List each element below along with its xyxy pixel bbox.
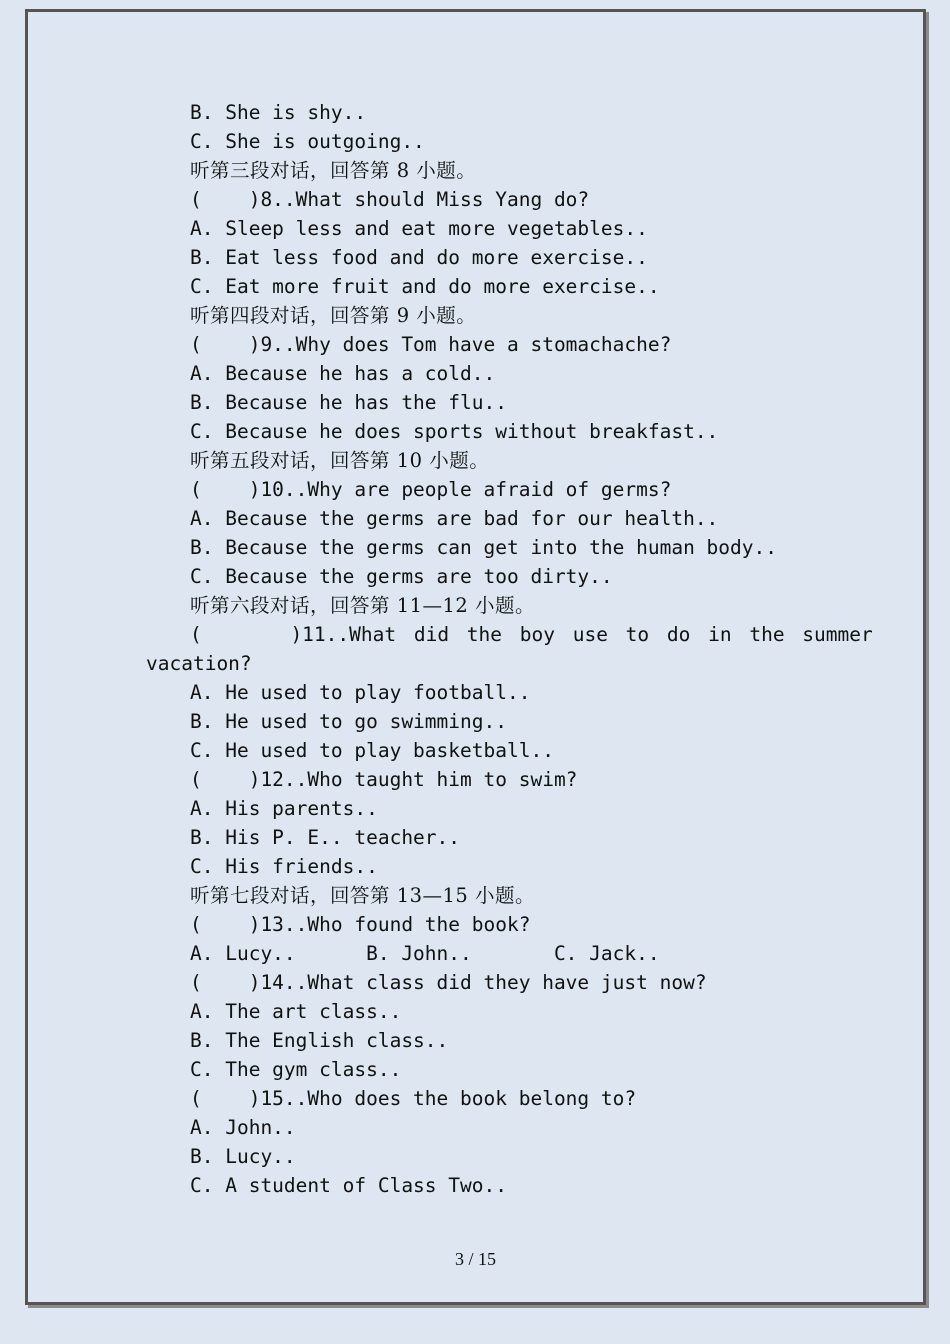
option-line: B. Because he has the flu.. — [190, 391, 507, 414]
option-line: B. He used to go swimming.. — [190, 710, 507, 733]
option-line: B. Eat less food and do more exercise.. — [190, 246, 648, 269]
question-line: ( )15..Who does the book belong to? — [190, 1087, 637, 1110]
option-line: A. John.. — [190, 1116, 296, 1139]
option-line: C. Because the germs are too dirty.. — [190, 565, 613, 588]
option-line: C. The gym class.. — [190, 1058, 402, 1081]
option-line: C. Eat more fruit and do more exercise.. — [190, 275, 660, 298]
question-line: ( )11..What did the boy use to do in the summer — [190, 623, 873, 646]
section-heading: 听第六段对话，回答第 11—12 小题。 — [190, 594, 536, 617]
document-page — [25, 9, 926, 1305]
option-line: C. His friends.. — [190, 855, 378, 878]
section-heading: 听第七段对话，回答第 13—15 小题。 — [190, 884, 536, 907]
section-heading: 听第四段对话，回答第 9 小题。 — [190, 304, 477, 327]
option-line: B. His P. E.. teacher.. — [190, 826, 461, 849]
option-line: A. Sleep less and eat more vegetables.. — [190, 217, 648, 240]
question-line: ( )8..What should Miss Yang do? — [190, 188, 590, 211]
section-heading: 听第五段对话，回答第 10 小题。 — [190, 449, 490, 472]
option-line: A. His parents.. — [190, 797, 378, 820]
option-line: A. Because he has a cold.. — [190, 362, 496, 385]
option-line: C. Because he does sports without breakfast.. — [190, 420, 719, 443]
option-line: B. Because the germs can get into the human body.. — [190, 536, 777, 559]
option-line: B. She is shy.. — [190, 101, 367, 124]
question-line: ( )13..Who found the book? — [190, 913, 531, 936]
option-line: C. A student of Class Two.. — [190, 1174, 507, 1197]
option-line: B. Lucy.. — [190, 1145, 296, 1168]
option-line: A. The art class.. — [190, 1000, 402, 1023]
question-line: ( )10..Why are people afraid of germs? — [190, 478, 672, 501]
option-line: B. The English class.. — [190, 1029, 449, 1052]
question-line: ( )9..Why does Tom have a stomachache? — [190, 333, 672, 356]
question-line: ( )12..Who taught him to swim? — [190, 768, 578, 791]
option-line: C. She is outgoing.. — [190, 130, 425, 153]
option-line: A. He used to play football.. — [190, 681, 531, 704]
section-heading: 听第三段对话，回答第 8 小题。 — [190, 159, 477, 182]
question-line-continued: vacation? — [146, 652, 252, 675]
option-line: A. Lucy.. B. John.. C. Jack.. — [190, 942, 660, 965]
question-line: ( )14..What class did they have just now? — [190, 971, 707, 994]
option-line: C. He used to play basketball.. — [190, 739, 554, 762]
option-line: A. Because the germs are bad for our health.. — [190, 507, 719, 530]
page-number: 3 / 15 — [454, 1249, 496, 1269]
